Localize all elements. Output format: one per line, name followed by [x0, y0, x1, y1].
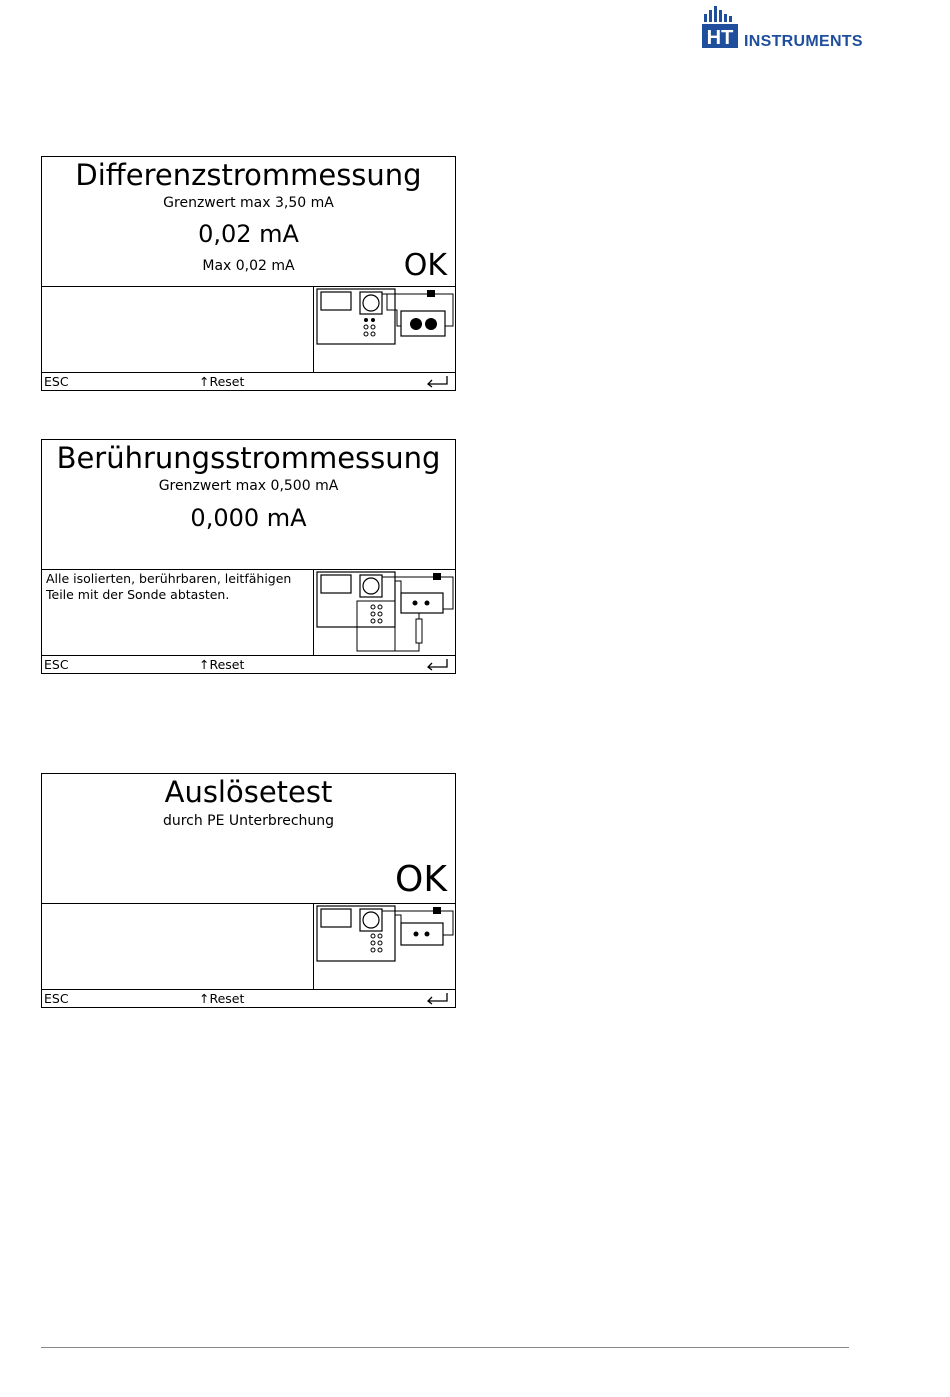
result-area: [42, 440, 455, 570]
esc-button[interactable]: ESC: [44, 374, 69, 389]
max-value: Max 0,02 mA: [202, 258, 295, 274]
screen-title: Auslösetest: [164, 775, 333, 809]
info-area: [42, 286, 455, 373]
connection-diagram: [315, 903, 456, 990]
limit-label: Grenzwert max 0,500 mA: [158, 478, 339, 494]
up-arrow-icon: ↑: [199, 991, 210, 1006]
wiring-diagram-probe-icon: [315, 569, 456, 656]
screen-beruehrungsstrom: [41, 439, 456, 674]
reset-button[interactable]: [199, 373, 244, 390]
screen-differenzstrom: [41, 156, 456, 391]
wiring-diagram-icon: [315, 286, 456, 373]
result-area: [42, 774, 455, 904]
screen-title: Differenzstrommessung: [75, 158, 422, 192]
info-area: [42, 903, 455, 990]
softkey-bar: [42, 989, 455, 1007]
enter-icon[interactable]: [425, 658, 449, 671]
enter-icon[interactable]: [425, 992, 449, 1005]
enter-icon[interactable]: [425, 375, 449, 388]
up-arrow-icon: ↑: [199, 657, 210, 672]
screen-title: Berührungsstrommessung: [56, 441, 441, 475]
reset-label: Reset: [209, 657, 245, 672]
up-arrow-icon: ↑: [199, 374, 210, 389]
measured-value: 0,02 mA: [198, 220, 299, 248]
status-ok: OK: [403, 248, 447, 283]
connection-diagram: [315, 286, 456, 373]
info-area: [42, 569, 455, 656]
status-ok: OK: [395, 859, 447, 900]
esc-button[interactable]: ESC: [44, 991, 69, 1006]
reset-label: Reset: [209, 991, 245, 1006]
brand-name: INSTRUMENTS: [744, 33, 863, 50]
softkey-bar: [42, 655, 455, 673]
screen-ausloesetest: [41, 773, 456, 1008]
message-text: [42, 903, 314, 990]
ht-logo-icon: [700, 4, 744, 50]
softkey-bar: [42, 372, 455, 390]
ht-instruments-logo: [700, 4, 880, 50]
wiring-diagram-icon: [315, 903, 456, 990]
limit-label: Grenzwert max 3,50 mA: [163, 195, 334, 211]
result-area: [42, 157, 455, 287]
measured-value: 0,000 mA: [190, 504, 307, 532]
subtitle-label: durch PE Unterbrechung: [162, 813, 335, 829]
message-text: Alle isolierten, berührbaren, leitfähigen Teile mit der Sonde abtasten.: [42, 569, 314, 656]
connection-diagram: [315, 569, 456, 656]
reset-button[interactable]: [199, 990, 244, 1007]
svg-text:HT: HT: [706, 27, 734, 49]
reset-label: Reset: [209, 374, 245, 389]
message-text: [42, 286, 314, 373]
esc-button[interactable]: ESC: [44, 657, 69, 672]
page-footer-rule: [41, 1347, 849, 1348]
reset-button[interactable]: [199, 656, 244, 673]
